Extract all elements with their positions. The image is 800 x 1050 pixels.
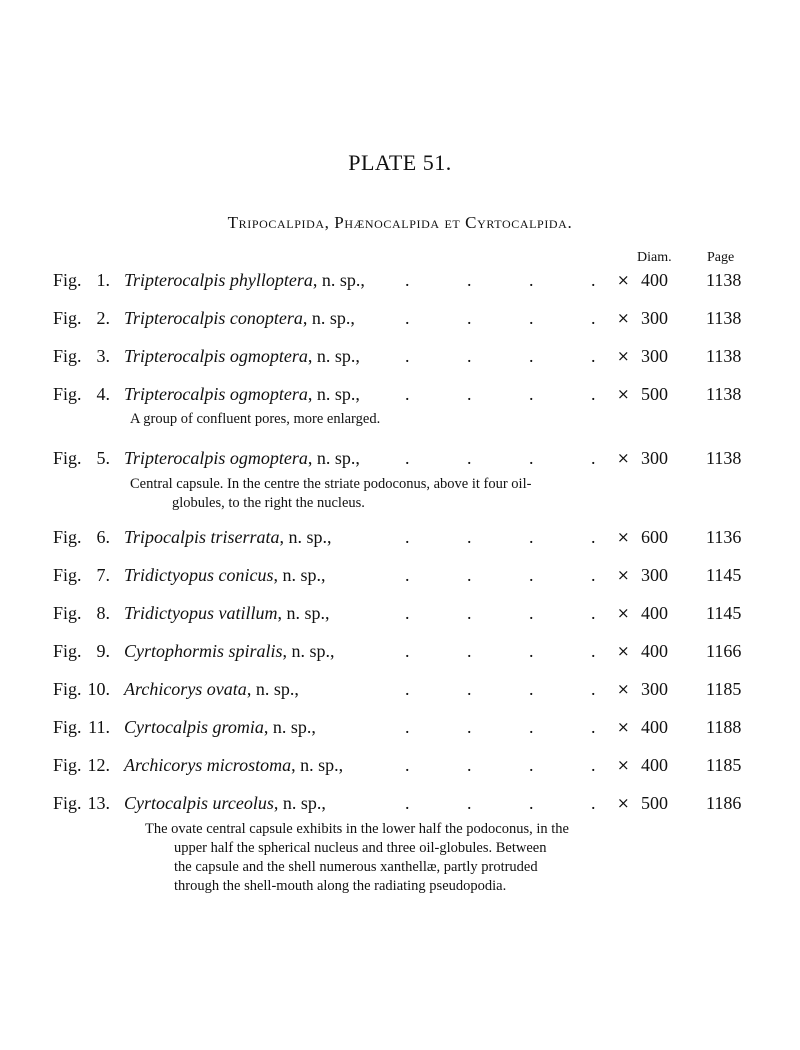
leader-dots: . . . . [405, 308, 596, 328]
figure-note: A group of confluent pores, more enlarged. [130, 411, 381, 427]
species-suffix: , n. sp., [302, 308, 355, 328]
species-name [124, 715, 316, 739]
leader-dots: . . . . [405, 641, 596, 661]
fig-label: Fig. [53, 641, 82, 661]
plate-subtitle: Tripocalpida, Phænocalpida et Cyrtocalpida. [227, 213, 573, 232]
figure-note-line: upper half the spherical nucleus and three oil-globules. Between [174, 840, 547, 856]
figure-entry [0, 268, 800, 292]
fig-label: Fig. [53, 270, 82, 290]
species-italic: Tridictyopus conicus [124, 565, 274, 585]
fig-label: Fig. [53, 755, 82, 775]
fig-label: Fig. [53, 679, 82, 699]
species-suffix: , n. sp., [279, 527, 332, 547]
figure-entry [0, 563, 800, 587]
fig-label: Fig. [53, 565, 82, 585]
diameter-value: 300 [641, 308, 668, 328]
figure-note-line: the capsule and the shell numerous xanthellæ, partly protruded [174, 859, 538, 875]
fig-label: Fig. [53, 527, 82, 547]
species-name [124, 382, 360, 406]
species-italic: Tripterocalpis ogmoptera [124, 384, 308, 404]
page-number: 1136 [706, 527, 742, 547]
species-italic: Tripterocalpis phylloptera [124, 270, 313, 290]
page-number: 1145 [706, 603, 742, 623]
species-italic: Cyrtocalpis urceolus [124, 793, 274, 813]
figure-entry [0, 791, 800, 815]
magnification-sign: × [617, 642, 630, 660]
fig-number: 12. [87, 755, 110, 775]
page-number: 1188 [706, 717, 742, 737]
figure-entry [0, 753, 800, 777]
leader-dots: . . . . [405, 448, 596, 468]
magnification-sign: × [617, 756, 630, 774]
figure-note-line: through the shell-mouth along the radiating pseudopodia. [174, 878, 507, 894]
page-number: 1186 [706, 793, 742, 813]
diameter-value: 400 [641, 717, 668, 737]
figure-note-line: The ovate central capsule exhibits in the lower half the podoconus, in the [145, 821, 569, 837]
fig-label: Fig. [53, 308, 82, 328]
figure-entry [0, 446, 800, 470]
species-name [124, 563, 326, 587]
column-header-page: Page [707, 250, 735, 265]
species-italic: Archicorys ovata [124, 679, 247, 699]
diameter-value: 300 [641, 346, 668, 366]
leader-dots: . . . . [405, 270, 596, 290]
fig-number: 7. [96, 565, 110, 585]
leader-dots: . . . . [405, 565, 596, 585]
fig-number: 10. [87, 679, 110, 699]
fig-number: 8. [96, 603, 110, 623]
leader-dots: . . . . [405, 679, 596, 699]
species-suffix: , n. sp., [291, 755, 344, 775]
species-name [124, 639, 335, 663]
magnification-sign: × [617, 271, 630, 289]
species-name [124, 677, 299, 701]
leader-dots: . . . . [405, 527, 596, 547]
species-suffix: , n. sp., [307, 384, 360, 404]
diameter-value: 500 [641, 793, 668, 813]
magnification-sign: × [617, 385, 630, 403]
page-number: 1138 [706, 346, 742, 366]
species-suffix: , n. sp., [307, 346, 360, 366]
figure-entry [0, 525, 800, 549]
species-name [124, 753, 343, 777]
diameter-value: 600 [641, 527, 668, 547]
magnification-sign: × [617, 347, 630, 365]
fig-number: 6. [96, 527, 110, 547]
species-name [124, 791, 326, 815]
fig-label: Fig. [53, 717, 82, 737]
magnification-sign: × [617, 449, 630, 467]
figure-entry [0, 677, 800, 701]
species-suffix: , n. sp., [282, 641, 335, 661]
leader-dots: . . . . [405, 603, 596, 623]
species-italic: Tripocalpis triserrata [124, 527, 280, 547]
page-number: 1138 [706, 384, 742, 404]
fig-number: 9. [96, 641, 110, 661]
fig-label: Fig. [53, 384, 82, 404]
figure-entry [0, 715, 800, 739]
leader-dots: . . . . [405, 793, 596, 813]
magnification-sign: × [617, 794, 630, 812]
species-suffix: , n. sp., [277, 603, 330, 623]
diameter-value: 400 [641, 755, 668, 775]
species-suffix: , n. sp., [312, 270, 365, 290]
magnification-sign: × [617, 528, 630, 546]
fig-number: 4. [96, 384, 110, 404]
figure-entry [0, 344, 800, 368]
figure-entry [0, 306, 800, 330]
species-italic: Tripterocalpis ogmoptera [124, 448, 308, 468]
fig-label: Fig. [53, 793, 82, 813]
column-header-diam: Diam. [637, 250, 672, 265]
species-suffix: , n. sp., [273, 793, 326, 813]
species-name [124, 268, 365, 292]
species-name [124, 525, 332, 549]
fig-number: 1. [96, 270, 110, 290]
fig-label: Fig. [53, 603, 82, 623]
species-italic: Tripterocalpis conoptera [124, 308, 303, 328]
fig-number: 5. [96, 448, 110, 468]
figure-entry [0, 639, 800, 663]
magnification-sign: × [617, 680, 630, 698]
figure-note-line: Central capsule. In the centre the striate podoconus, above it four oil- [130, 476, 532, 492]
fig-number: 13. [87, 793, 110, 813]
species-italic: Tripterocalpis ogmoptera [124, 346, 308, 366]
species-suffix: , n. sp., [263, 717, 316, 737]
diameter-value: 400 [641, 641, 668, 661]
fig-number: 2. [96, 308, 110, 328]
figure-entry [0, 382, 800, 406]
page-number: 1138 [706, 270, 742, 290]
page-number: 1166 [706, 641, 742, 661]
magnification-sign: × [617, 604, 630, 622]
diameter-value: 300 [641, 448, 668, 468]
leader-dots: . . . . [405, 717, 596, 737]
page-number: 1145 [706, 565, 742, 585]
figure-entry [0, 601, 800, 625]
diameter-value: 500 [641, 384, 668, 404]
fig-number: 3. [96, 346, 110, 366]
figure-note-line: globules, to the right the nucleus. [172, 495, 365, 511]
species-name [124, 601, 330, 625]
diameter-value: 300 [641, 565, 668, 585]
species-italic: Archicorys microstoma [124, 755, 292, 775]
fig-number: 11. [88, 717, 110, 737]
species-italic: Cyrtophormis spiralis [124, 641, 283, 661]
species-italic: Tridictyopus vatillum [124, 603, 278, 623]
species-name [124, 446, 360, 470]
species-italic: Cyrtocalpis gromia [124, 717, 264, 737]
fig-label: Fig. [53, 448, 82, 468]
species-name [124, 344, 360, 368]
diameter-value: 400 [641, 270, 668, 290]
leader-dots: . . . . [405, 346, 596, 366]
species-name [124, 306, 355, 330]
diameter-value: 300 [641, 679, 668, 699]
page-number: 1185 [706, 755, 742, 775]
species-suffix: , n. sp., [273, 565, 326, 585]
page-number: 1138 [706, 448, 742, 468]
leader-dots: . . . . [405, 384, 596, 404]
page-number: 1138 [706, 308, 742, 328]
fig-label: Fig. [53, 346, 82, 366]
magnification-sign: × [617, 566, 630, 584]
plate-title: PLATE 51. [348, 150, 452, 175]
magnification-sign: × [617, 718, 630, 736]
species-suffix: , n. sp., [307, 448, 360, 468]
page-number: 1185 [706, 679, 742, 699]
diameter-value: 400 [641, 603, 668, 623]
species-suffix: , n. sp., [246, 679, 299, 699]
magnification-sign: × [617, 309, 630, 327]
leader-dots: . . . . [405, 755, 596, 775]
